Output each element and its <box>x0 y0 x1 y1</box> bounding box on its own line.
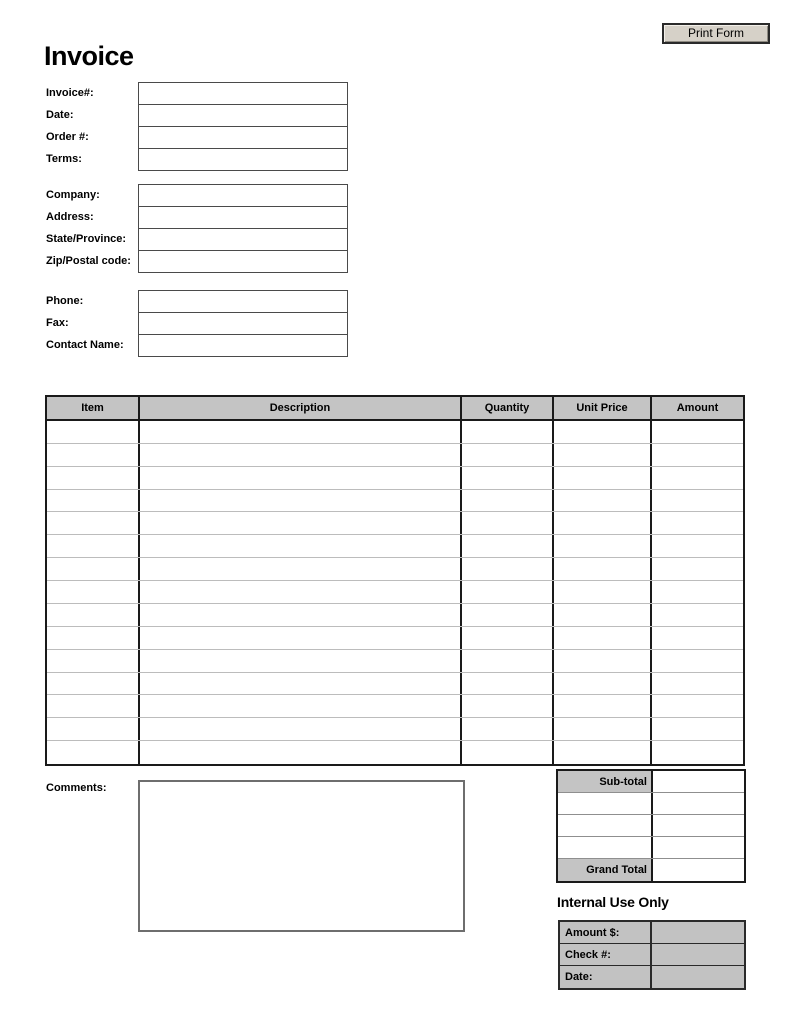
item-cell[interactable] <box>462 444 554 466</box>
item-cell[interactable] <box>47 444 140 466</box>
item-cell[interactable] <box>652 444 743 466</box>
item-cell[interactable] <box>652 695 743 717</box>
grand-total-value-cell[interactable] <box>653 859 744 881</box>
item-cell[interactable] <box>140 512 462 534</box>
item-cell[interactable] <box>554 695 652 717</box>
totals-blank-value-cell[interactable] <box>653 793 744 814</box>
item-cell[interactable] <box>140 650 462 672</box>
item-cell[interactable] <box>652 627 743 649</box>
totals-blank-label <box>558 837 653 858</box>
item-cell[interactable] <box>462 718 554 740</box>
totals-table <box>556 769 746 883</box>
item-cell[interactable] <box>47 718 140 740</box>
totals-blank-value-cell[interactable] <box>653 837 744 858</box>
internal-use-heading: Internal Use Only <box>557 894 669 910</box>
item-row-3 <box>47 467 743 490</box>
item-cell[interactable] <box>47 535 140 557</box>
item-cell[interactable] <box>462 490 554 512</box>
item-cell[interactable] <box>462 741 554 764</box>
item-cell[interactable] <box>47 650 140 672</box>
subtotal-label: Sub-total <box>558 771 653 792</box>
internal-date-label: Date: <box>560 966 652 988</box>
item-cell[interactable] <box>47 467 140 489</box>
item-cell[interactable] <box>140 421 462 443</box>
internal-amount-row <box>560 922 744 944</box>
terms-label: Terms: <box>46 153 82 165</box>
item-cell[interactable] <box>652 650 743 672</box>
invoice-number-row <box>46 82 348 105</box>
fax-row <box>46 312 348 335</box>
totals-blank-row <box>558 793 744 815</box>
totals-blank-label <box>558 815 653 836</box>
comments-label: Comments: <box>46 782 107 794</box>
internal-check-label: Check #: <box>560 944 652 965</box>
item-row-2 <box>47 444 743 467</box>
item-cell[interactable] <box>652 421 743 443</box>
company-info-group <box>46 184 348 273</box>
comments-input[interactable] <box>138 780 465 932</box>
zip-postal-code-input[interactable] <box>138 250 348 273</box>
item-cell[interactable] <box>652 490 743 512</box>
item-cell[interactable] <box>140 581 462 603</box>
item-row-12 <box>47 673 743 696</box>
item-cell[interactable] <box>140 741 462 764</box>
order-number-label: Order #: <box>46 131 89 143</box>
item-row-11 <box>47 650 743 673</box>
item-cell[interactable] <box>462 673 554 695</box>
invoice-number-label: Invoice#: <box>46 87 94 99</box>
address-row <box>46 206 348 229</box>
internal-date-row <box>560 966 744 988</box>
item-cell[interactable] <box>47 741 140 764</box>
state-province-input[interactable] <box>138 228 348 251</box>
state-province-label: State/Province: <box>46 233 127 245</box>
subtotal-row <box>558 771 744 793</box>
item-row-5 <box>47 512 743 535</box>
order-number-input[interactable] <box>138 126 348 149</box>
item-cell[interactable] <box>554 718 652 740</box>
address-label: Address: <box>46 211 94 223</box>
item-cell[interactable] <box>140 673 462 695</box>
company-input[interactable] <box>138 184 348 207</box>
items-table <box>45 395 745 766</box>
terms-input[interactable] <box>138 148 348 171</box>
item-cell[interactable] <box>47 627 140 649</box>
item-cell[interactable] <box>140 604 462 626</box>
grand-total-label: Grand Total <box>558 859 653 881</box>
item-cell[interactable] <box>652 558 743 580</box>
item-cell[interactable] <box>462 604 554 626</box>
item-cell[interactable] <box>652 673 743 695</box>
company-row <box>46 184 348 207</box>
item-row-13 <box>47 695 743 718</box>
contact-name-row <box>46 334 348 357</box>
item-cell[interactable] <box>554 741 652 764</box>
internal-amount-value-cell[interactable] <box>652 922 744 943</box>
item-cell[interactable] <box>554 581 652 603</box>
item-row-7 <box>47 558 743 581</box>
item-row-10 <box>47 627 743 650</box>
totals-blank-value-cell[interactable] <box>653 815 744 836</box>
fax-label: Fax: <box>46 317 69 329</box>
item-cell[interactable] <box>140 467 462 489</box>
item-cell[interactable] <box>554 444 652 466</box>
item-cell[interactable] <box>47 673 140 695</box>
date-label: Date: <box>46 109 74 121</box>
column-header-unit-price: Unit Price <box>554 397 652 419</box>
item-cell[interactable] <box>47 490 140 512</box>
item-cell[interactable] <box>47 695 140 717</box>
item-row-1 <box>47 421 743 444</box>
internal-use-table <box>558 920 746 990</box>
item-cell[interactable] <box>462 695 554 717</box>
totals-blank-row <box>558 815 744 837</box>
item-row-4 <box>47 490 743 513</box>
item-row-9 <box>47 604 743 627</box>
item-cell[interactable] <box>554 627 652 649</box>
phone-label: Phone: <box>46 295 84 307</box>
zip-postal-code-row <box>46 250 348 273</box>
phone-input[interactable] <box>138 290 348 313</box>
order-number-row <box>46 126 348 149</box>
totals-blank-label <box>558 793 653 814</box>
date-row <box>46 104 348 127</box>
internal-check-value-cell[interactable] <box>652 944 744 965</box>
item-row-8 <box>47 581 743 604</box>
item-cell[interactable] <box>462 535 554 557</box>
item-cell[interactable] <box>47 581 140 603</box>
item-row-14 <box>47 718 743 741</box>
item-cell[interactable] <box>554 535 652 557</box>
item-cell[interactable] <box>652 535 743 557</box>
item-cell[interactable] <box>652 604 743 626</box>
internal-date-value-cell[interactable] <box>652 966 744 988</box>
item-cell[interactable] <box>554 558 652 580</box>
item-cell[interactable] <box>47 421 140 443</box>
item-cell[interactable] <box>47 558 140 580</box>
grand-total-row <box>558 859 744 881</box>
date-input[interactable] <box>138 104 348 127</box>
item-cell[interactable] <box>462 467 554 489</box>
page-title: Invoice <box>44 41 134 71</box>
zip-postal-code-label: Zip/Postal code: <box>46 255 131 267</box>
phone-row <box>46 290 348 313</box>
terms-row <box>46 148 348 171</box>
internal-check-row <box>560 944 744 966</box>
item-cell[interactable] <box>462 421 554 443</box>
address-input[interactable] <box>138 206 348 229</box>
column-header-amount: Amount <box>676 402 719 414</box>
contact-name-label: Contact Name: <box>46 339 124 351</box>
item-cell[interactable] <box>554 650 652 672</box>
item-cell[interactable] <box>462 627 554 649</box>
item-cell[interactable] <box>462 650 554 672</box>
item-cell[interactable] <box>554 421 652 443</box>
invoice-number-input[interactable] <box>138 82 348 105</box>
item-cell[interactable] <box>462 581 554 603</box>
item-row-6 <box>47 535 743 558</box>
item-cell[interactable] <box>554 490 652 512</box>
item-cell[interactable] <box>140 718 462 740</box>
contact-name-input[interactable] <box>138 334 348 357</box>
item-cell[interactable] <box>140 558 462 580</box>
item-cell[interactable] <box>140 695 462 717</box>
column-header-quantity: Quantity <box>462 397 554 419</box>
column-header-description: Description <box>140 397 462 419</box>
items-table-body <box>47 421 743 764</box>
item-cell[interactable] <box>140 444 462 466</box>
state-province-row <box>46 228 348 251</box>
subtotal-value-cell[interactable] <box>653 771 744 792</box>
item-cell[interactable] <box>462 558 554 580</box>
item-cell[interactable] <box>140 535 462 557</box>
item-cell[interactable] <box>554 512 652 534</box>
invoice-info-group <box>46 82 348 171</box>
item-cell[interactable] <box>554 467 652 489</box>
item-cell[interactable] <box>652 718 743 740</box>
item-cell[interactable] <box>652 467 743 489</box>
item-cell[interactable] <box>140 627 462 649</box>
item-cell[interactable] <box>47 512 140 534</box>
internal-amount-label: Amount $: <box>560 922 652 943</box>
item-cell[interactable] <box>554 604 652 626</box>
item-cell[interactable] <box>47 604 140 626</box>
print-form-button[interactable]: Print Form <box>662 23 770 44</box>
totals-blank-row <box>558 837 744 859</box>
item-cell[interactable] <box>652 512 743 534</box>
items-table-header <box>47 397 743 421</box>
item-cell[interactable] <box>652 741 743 764</box>
item-cell[interactable] <box>462 512 554 534</box>
contact-info-group <box>46 290 348 357</box>
item-cell[interactable] <box>652 581 743 603</box>
item-cell[interactable] <box>554 673 652 695</box>
company-label: Company: <box>46 189 100 201</box>
item-row-15 <box>47 741 743 764</box>
column-header-item: Item <box>47 397 140 419</box>
item-cell[interactable] <box>140 490 462 512</box>
fax-input[interactable] <box>138 312 348 335</box>
